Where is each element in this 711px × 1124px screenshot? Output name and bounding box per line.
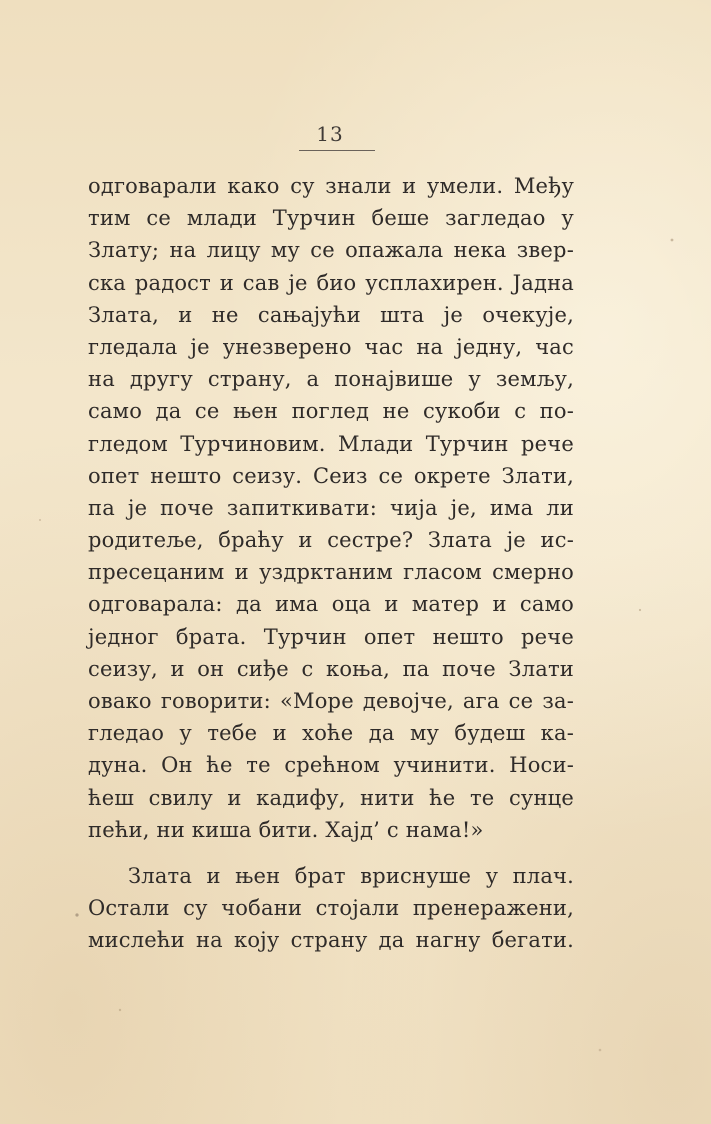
body-text — [88, 170, 574, 957]
text-line: гледао у тебе и хоће да му будеш ка- — [88, 721, 574, 746]
text-line: тим се млади Турчин беше загледао у — [88, 206, 574, 231]
paragraph — [88, 860, 574, 957]
text-line: родитеље, браћу и сестре? Злата је ис- — [88, 528, 574, 553]
text-line: Злату; на лицу му се опажала нека звер- — [88, 238, 574, 263]
text-line: ска радост и сав је био усплахирен. Јадна — [88, 270, 574, 295]
text-line: сеизу, и он сиђе с коња, па поче Злати — [88, 656, 574, 681]
text-line: пећи, ни киша бити. Хајд’ с нама!» — [88, 817, 484, 842]
text-line: овако говорити: «Море девојче, ага се за- — [88, 689, 574, 713]
text-line: Остали су чобани стојали пренеражени, — [88, 896, 574, 921]
text-line: па је поче запиткивати: чија је, има ли — [88, 495, 574, 520]
text-line: опет нешто сеизу. Сеиз се окрете Злати, — [88, 463, 574, 488]
text-line: једног брата. Турчин опет нешто рече — [88, 624, 574, 649]
page-number: 13 — [316, 122, 344, 146]
paragraph-gap — [88, 846, 574, 860]
text-line: Злата, и не сањајући шта је очекује, — [88, 302, 574, 327]
page-number-rule — [299, 150, 375, 151]
text-line: гледала је унезверено час на једну, час — [88, 334, 574, 359]
text-line: одговарали како су знали и умели. Међу — [88, 174, 574, 198]
text-line: гледом Турчиновим. Млади Турчин рече — [88, 431, 574, 456]
paragraph — [88, 170, 574, 846]
text-line: Злата и њен брат вриснуше у плач. — [128, 863, 574, 888]
text-line: пресецаним и уздрктаним гласом смерно — [88, 560, 574, 585]
text-line: ћеш свилу и кадифу, нити ће те сунце — [88, 785, 574, 810]
text-line: само да се њен поглед не сукоби с по- — [88, 399, 574, 424]
text-line: дуна. Он ће те срећном учинити. Носи- — [88, 753, 574, 778]
text-line: мислећи на коју страну да нагну бегати. — [88, 928, 574, 953]
text-line: одговарала: да има оца и матер и само — [88, 592, 574, 617]
text-line: на другу страну, а понајвише у земљу, — [88, 367, 574, 392]
